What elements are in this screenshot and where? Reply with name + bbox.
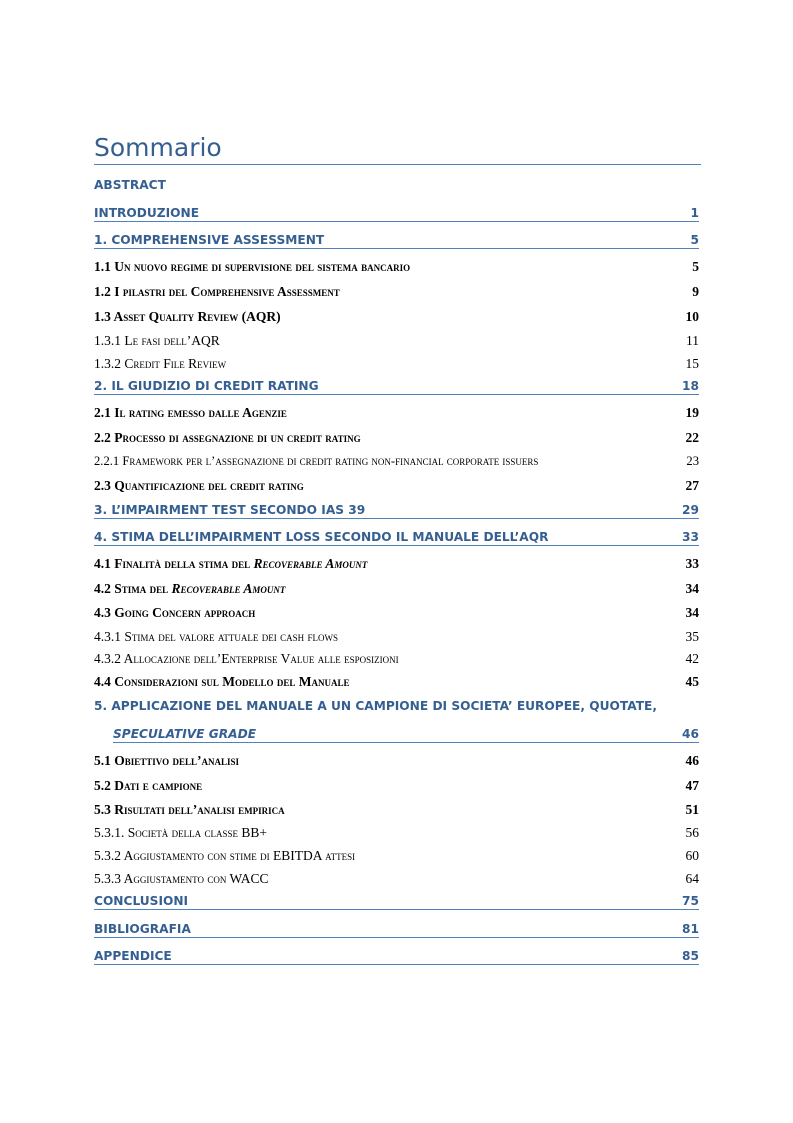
toc-entry-text: 5.3.2 Aggiustamento con stime di EBITDA attesi — [94, 848, 356, 863]
toc-entry-text: 4.3.2 Allocazione dell’Enterprise Value alle esposizioni — [94, 651, 399, 666]
toc-entry-chapter-5-continued[interactable] — [113, 727, 699, 743]
toc-entry-section-1-3[interactable] — [94, 309, 699, 325]
toc-entry-section-2-1[interactable] — [94, 405, 699, 421]
toc-entry-subsection-1-3-1[interactable] — [94, 333, 699, 349]
toc-page-number: 33 — [682, 530, 699, 544]
toc-entry-section-5-3[interactable] — [94, 802, 699, 818]
toc-page-number: 18 — [682, 379, 699, 393]
toc-entry-text: 1.3.2 Credit File Review — [94, 356, 227, 371]
toc-entry-text-italic: Recoverable Amount — [253, 556, 368, 571]
toc-entry-text: 5.2 Dati e campione — [94, 778, 203, 793]
toc-page-number: 35 — [685, 629, 699, 644]
toc-page-number: 56 — [685, 825, 699, 840]
toc-entry-text: 2.2.1 Framework per l’assegnazione di credit rating non-financial corporate issuers — [94, 454, 539, 468]
toc-entry-subsection-4-3-1[interactable] — [94, 629, 699, 645]
toc-entry-section-5-2[interactable] — [94, 778, 699, 794]
toc-entry-text: 2.1 Il rating emesso dalle Agenzie — [94, 405, 287, 420]
toc-entry-text: 1.3.1 Le fasi dell’AQR — [94, 333, 220, 348]
toc-entry-text: APPENDICE — [94, 949, 172, 963]
toc-entry-text: 1.3 Asset Quality Review (AQR) — [94, 309, 281, 324]
toc-entry-text: 4.4 Considerazioni sul Modello del Manuale — [94, 674, 350, 689]
toc-entry-subsection-4-3-2[interactable] — [94, 651, 699, 667]
toc-entry-text: 1.1 Un nuovo regime di supervisione del sistema bancario — [94, 259, 411, 274]
toc-entry-chapter-2[interactable] — [94, 379, 699, 395]
toc-entry-text: 5.3.3 Aggiustamento con WACC — [94, 871, 269, 886]
toc-page-number: 5 — [690, 233, 699, 247]
toc-entry-text-italic: Recoverable Amount — [171, 581, 286, 596]
toc-entry-text — [94, 556, 367, 572]
toc-entry-abstract[interactable] — [94, 178, 699, 193]
toc-page-number: 51 — [685, 802, 699, 817]
toc-entry-section-4-3[interactable] — [94, 605, 699, 621]
toc-page-number: 45 — [685, 674, 699, 689]
toc-entry-text: 4. STIMA DELL’IMPAIRMENT LOSS SECONDO IL MANUALE DELL’AQR — [94, 530, 549, 544]
toc-page-number: 33 — [685, 556, 699, 571]
toc-entry-text: 2.3 Quantificazione del credit rating — [94, 478, 304, 493]
toc-entry-chapter-1[interactable] — [94, 233, 699, 249]
toc-entry-text-plain: 4.1 Finalità della stima del — [94, 556, 254, 571]
toc-page-number: 23 — [686, 454, 699, 468]
toc-entry-conclusioni[interactable] — [94, 894, 699, 910]
toc-page-number: 10 — [685, 309, 699, 324]
toc-page-number: 29 — [682, 503, 699, 517]
toc-entry-text: INTRODUZIONE — [94, 206, 200, 220]
toc-entry-chapter-3[interactable] — [94, 503, 699, 519]
title-divider — [94, 164, 701, 165]
toc-page-number: 85 — [682, 949, 699, 963]
toc-entry-appendice[interactable] — [94, 949, 699, 965]
toc-entry-section-2-2[interactable] — [94, 430, 699, 446]
toc-page-number: 34 — [685, 581, 699, 596]
toc-entry-section-2-3[interactable] — [94, 478, 699, 494]
toc-entry-text: 5.3.1. Società della classe BB+ — [94, 825, 267, 840]
toc-entry-bibliografia[interactable] — [94, 922, 699, 938]
toc-entry-chapter-5[interactable] — [94, 699, 699, 714]
toc-entry-text: 2.2 Processo di assegnazione di un credit rating — [94, 430, 361, 445]
toc-page-number: 5 — [692, 259, 699, 274]
toc-page-number: 15 — [685, 356, 699, 371]
toc-entry-chapter-4[interactable] — [94, 530, 699, 546]
toc-entry-text: 1.2 I pilastri del Comprehensive Assessment — [94, 284, 340, 299]
toc-page-number: 19 — [685, 405, 699, 420]
toc-page-number: 46 — [685, 753, 699, 768]
toc-page-number: 75 — [682, 894, 699, 908]
toc-entry-section-4-1[interactable] — [94, 556, 699, 572]
toc-entry-text — [94, 581, 285, 597]
toc-page-number: 34 — [685, 605, 699, 620]
toc-entry-subsection-2-2-1[interactable] — [94, 454, 699, 469]
toc-entry-subsection-5-3-3[interactable] — [94, 871, 699, 887]
toc-entry-text: 2. IL GIUDIZIO DI CREDIT RATING — [94, 379, 319, 393]
toc-page-number: 27 — [685, 478, 699, 493]
toc-entry-section-4-2[interactable] — [94, 581, 699, 597]
toc-entry-section-5-1[interactable] — [94, 753, 699, 769]
toc-title: Sommario — [94, 133, 222, 162]
toc-page-number: 11 — [686, 333, 699, 348]
toc-entry-text: 5.3 Risultati dell’analisi empirica — [94, 802, 285, 817]
toc-page-number: 60 — [685, 848, 699, 863]
toc-entry-text: 5. APPLICAZIONE DEL MANUALE A UN CAMPIONE DI SOCIETA’ EUROPEE, QUOTATE, — [94, 699, 657, 713]
toc-entry-section-1-2[interactable] — [94, 284, 699, 300]
toc-entry-text: 1. COMPREHENSIVE ASSESSMENT — [94, 233, 325, 247]
toc-entry-introduzione[interactable] — [94, 206, 699, 222]
toc-entry-text: ABSTRACT — [94, 178, 166, 192]
toc-entry-text: 4.3 Going Concern approach — [94, 605, 256, 620]
toc-page-number: 1 — [690, 206, 699, 220]
toc-page-number: 47 — [685, 778, 699, 793]
toc-entry-text: CONCLUSIONI — [94, 894, 189, 908]
toc-page-number: 46 — [682, 727, 699, 741]
toc-entry-text-plain: 4.2 Stima del — [94, 581, 172, 596]
toc-entry-text: SPECULATIVE GRADE — [113, 727, 257, 741]
toc-entry-subsection-5-3-2[interactable] — [94, 848, 699, 864]
toc-entry-section-4-4[interactable] — [94, 674, 699, 690]
toc-entry-text: 5.1 Obiettivo dell’analisi — [94, 753, 239, 768]
toc-page-number: 42 — [685, 651, 699, 666]
toc-entry-subsection-5-3-1[interactable] — [94, 825, 699, 841]
toc-entry-subsection-1-3-2[interactable] — [94, 356, 699, 372]
toc-page-number: 64 — [685, 871, 699, 886]
toc-entry-text: BIBLIOGRAFIA — [94, 922, 191, 936]
toc-entry-text: 3. L’IMPAIRMENT TEST SECONDO IAS 39 — [94, 503, 366, 517]
toc-page-number: 22 — [685, 430, 699, 445]
toc-entry-section-1-1[interactable] — [94, 259, 699, 275]
toc-page-number: 9 — [692, 284, 699, 299]
toc-entry-text: 4.3.1 Stima del valore attuale dei cash flows — [94, 629, 338, 644]
toc-page-number: 81 — [682, 922, 699, 936]
